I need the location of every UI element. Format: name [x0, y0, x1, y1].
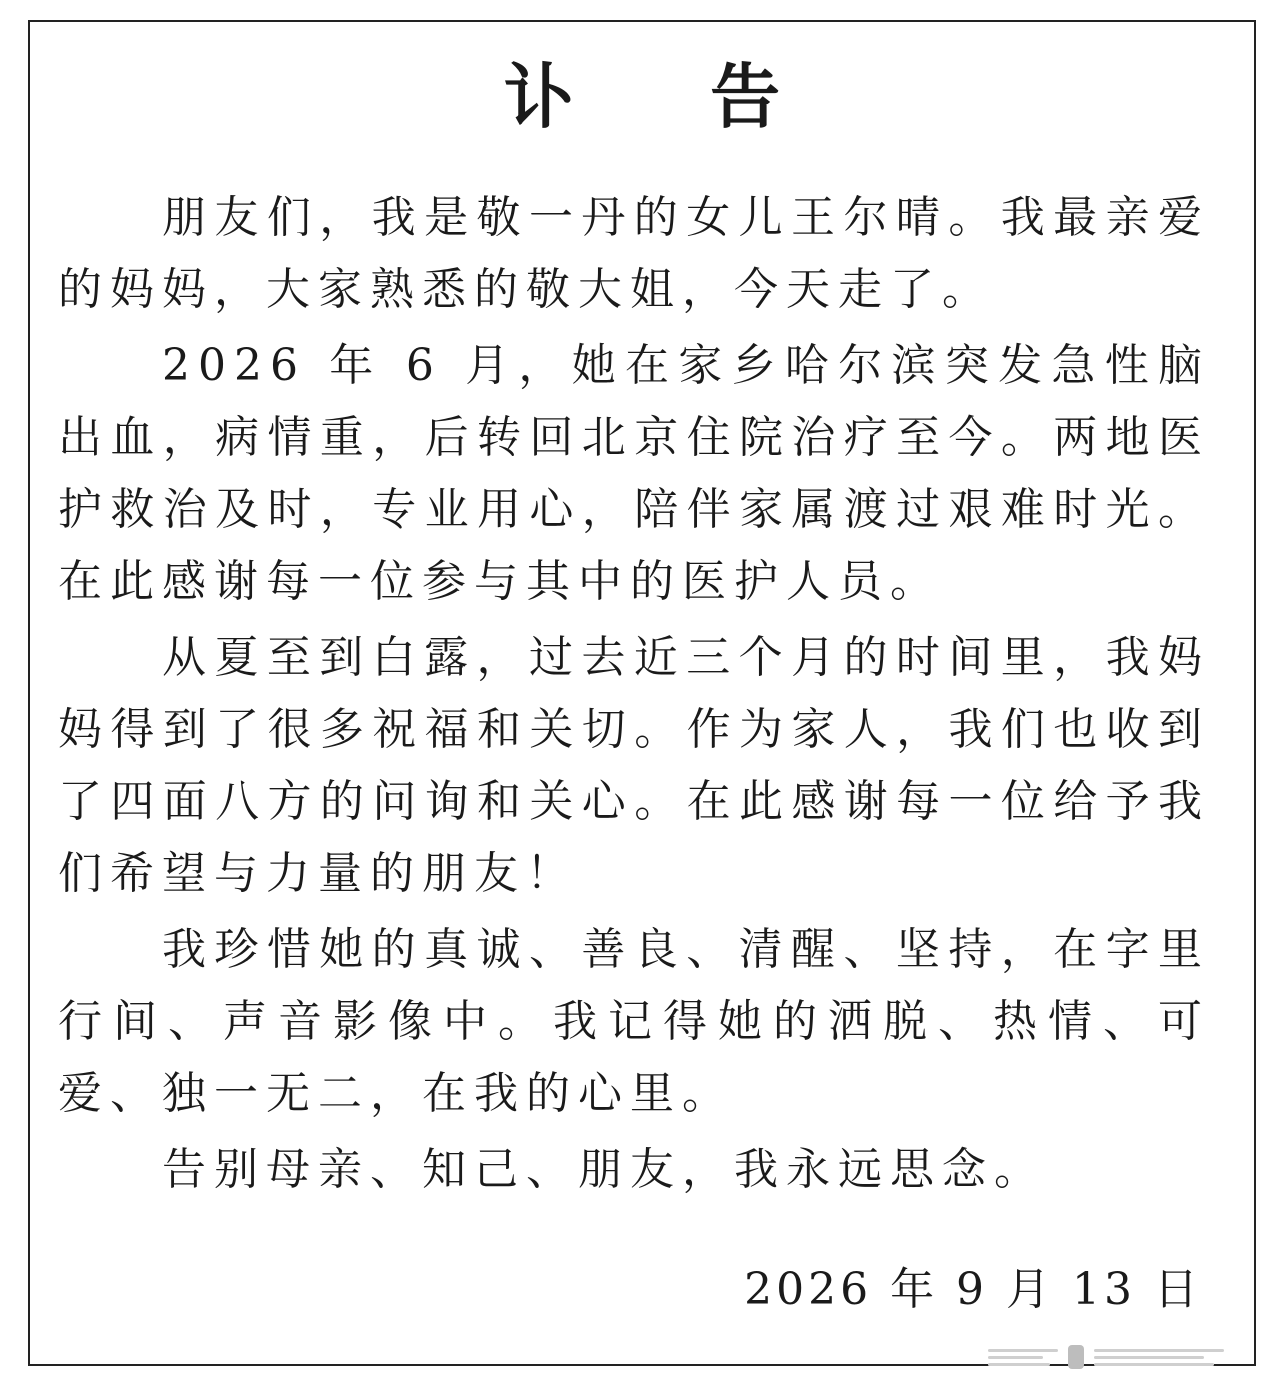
notice-frame — [28, 20, 1256, 1366]
watermark-mark — [1068, 1345, 1084, 1369]
notice-title: 讣 告 — [503, 55, 837, 138]
paragraph-farewell: 告别母亲、知己、朋友，我永远思念。 — [162, 1144, 1046, 1195]
paragraph-intro: 朋友们，我是敬一丹的女儿王尔晴。我最亲爱的妈妈，大家熟悉的敬大姐，今天走了。 — [58, 192, 1210, 315]
notice-date: 2026 年 9 月 13 日 — [744, 1264, 1202, 1315]
paragraph-remembrance: 我珍惜她的真诚、善良、清醒、坚持，在字里行间、声音影像中。我记得她的洒脱、热情、可爱、独一无二，在我的心里。 — [58, 924, 1210, 1119]
paragraph-gratitude: 从夏至到白露，过去近三个月的时间里，我妈妈得到了很多祝福和关切。作为家人，我们也收到了四面八方的问询和关心。在此感谢每一位给予我们希望与力量的朋友！ — [58, 632, 1210, 899]
paragraph-illness: 2026 年 6 月，她在家乡哈尔滨突发急性脑出血，病情重，后转回北京住院治疗至今。两地医护救治及时，专业用心，陪伴家属渡过艰难时光。在此感谢每一位参与其中的医护人员。 — [58, 340, 1210, 607]
watermark-lines — [988, 1349, 1058, 1366]
watermark-logo-icon — [988, 1341, 1258, 1373]
notice-body — [58, 182, 1210, 1210]
